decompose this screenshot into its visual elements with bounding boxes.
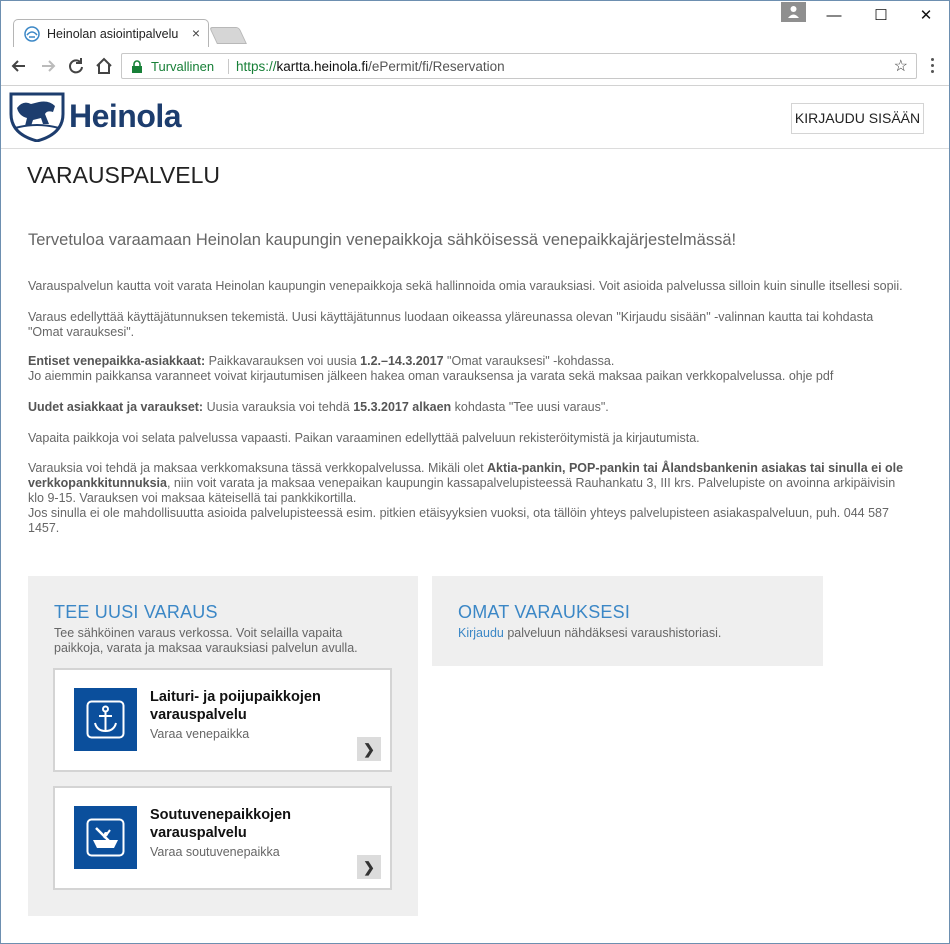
login-link[interactable]: Kirjaudu bbox=[458, 626, 504, 640]
former-customers-text-end: "Omat varauksesi" -kohdassa. bbox=[443, 354, 615, 368]
close-window-button[interactable]: ✕ bbox=[919, 7, 933, 24]
berth-card-title: Laituri- ja poijupaikkojen varauspalvelu bbox=[150, 689, 321, 723]
renewal-dates: 1.2.–14.3.2017 bbox=[360, 354, 444, 368]
chevron-right-icon[interactable]: ❯ bbox=[357, 855, 381, 879]
new-customers-text: Uusia varauksia voi tehdä bbox=[203, 400, 354, 414]
login-button[interactable]: KIRJAUDU SISÄÄN bbox=[791, 103, 924, 134]
rowboat-card-title: Soutuvenepaikkojen varauspalvelu bbox=[150, 807, 292, 841]
profile-button[interactable] bbox=[781, 2, 806, 22]
tab-title: Heinolan asiointipalvelu bbox=[47, 27, 179, 41]
payment-paragraph bbox=[28, 461, 910, 536]
forward-arrow-icon[interactable] bbox=[38, 56, 58, 76]
new-customers-paragraph bbox=[28, 400, 918, 415]
secure-label: Turvallinen bbox=[151, 59, 215, 74]
payment-bank-note: Aktia-pankin, POP-pankin tai Ålandsbankenin asiakas tai sinulla ei ole verkkopankkitunnuksia bbox=[28, 461, 904, 490]
back-arrow-icon[interactable] bbox=[9, 56, 29, 76]
bookmark-star-icon[interactable]: ☆ bbox=[893, 58, 908, 75]
new-customers-text-end: kohdasta "Tee uusi varaus". bbox=[451, 400, 609, 414]
url-host: kartta.heinola.fi bbox=[276, 59, 369, 74]
rowboat-reservation-card[interactable] bbox=[53, 786, 392, 890]
new-reservation-title[interactable]: TEE UUSI VARAUS bbox=[54, 602, 218, 622]
minimize-button[interactable]: — bbox=[826, 7, 842, 24]
payment-text-end: , niin voit varata ja maksaa venepaikan kaupungin kassapalvelupisteessä Rauhankatu 3, III krs. Palvelupiste on avoinna arkipäivisin klo 9-15. Varauksen voi maksaa käteisellä tai pankkikortilla. bbox=[28, 476, 896, 505]
reload-icon[interactable] bbox=[66, 56, 86, 76]
maximize-button[interactable]: ☐ bbox=[874, 7, 888, 24]
tab-close-icon[interactable]: × bbox=[191, 25, 200, 41]
address-bar[interactable] bbox=[121, 53, 917, 79]
url-path: /ePermit/fi/Reservation bbox=[368, 59, 505, 74]
payment-text: Varauksia voi tehdä ja maksaa verkkomaksuna tässä verkkopalvelussa. Mikäli olet bbox=[28, 461, 488, 475]
former-customers-label: Entiset venepaikka-asiakkaat: bbox=[28, 354, 206, 368]
browser-menu-icon[interactable] bbox=[925, 58, 939, 76]
anchor-icon bbox=[74, 688, 137, 751]
new-reservations-date: 15.3.2017 alkaen bbox=[353, 400, 452, 414]
chevron-right-icon[interactable]: ❯ bbox=[357, 737, 381, 761]
logo-text[interactable]: Heinola bbox=[69, 98, 182, 134]
rowboat-icon bbox=[74, 806, 137, 869]
url-scheme: https:// bbox=[236, 59, 277, 74]
account-paragraph: Varaus edellyttää käyttäjätunnuksen tekemistä. Uusi käyttäjätunnus luodaan oikeassa yläreunassa olevan "Kirjaudu sisään" -valinnan kautta tai kohdasta "Omat varauksesi". bbox=[28, 310, 874, 339]
page-title: VARAUSPALVELU bbox=[27, 162, 221, 188]
url-text bbox=[236, 59, 505, 74]
heinola-crest-icon bbox=[9, 92, 65, 142]
lock-icon bbox=[131, 60, 143, 73]
own-reservations-text: palveluun nähdäksesi varaushistoriasi. bbox=[503, 626, 722, 640]
tab-strip bbox=[1, 1, 949, 47]
former-customers-line2: Jo aiemmin paikkansa varanneet voivat kirjautumisen jälkeen hakea oman varauksensa ja varata sekä maksaa paikan verkkopalvelussa. ohje pdf bbox=[28, 369, 834, 383]
browse-paragraph: Vapaita paikkoja voi selata palvelussa vapaasti. Paikan varaaminen edellyttää palveluun rekisteröitymistä ja kirjautumista. bbox=[28, 431, 700, 445]
new-tab-button[interactable] bbox=[209, 27, 247, 44]
new-reservation-panel bbox=[28, 576, 418, 916]
rowboat-card-subtitle: Varaa soutuvenepaikka bbox=[150, 845, 280, 859]
page-content bbox=[1, 86, 949, 944]
own-reservations-title[interactable]: OMAT VARAUKSESI bbox=[458, 602, 631, 622]
omnibox-divider bbox=[228, 59, 229, 74]
new-reservation-description: Tee sähköinen varaus verkossa. Voit selailla vapaita paikkoja, varata ja maksaa varauksiasi palvelun avulla. bbox=[54, 626, 358, 655]
site-header bbox=[1, 86, 949, 149]
intro-paragraph: Varauspalvelun kautta voit varata Heinolan kaupungin venepaikkoja sekä hallinnoida omia varauksiasi. Voit asioida palvelussa silloin kuin sinulle itsellesi sopii. bbox=[28, 279, 903, 293]
own-reservations-panel bbox=[432, 576, 823, 666]
berth-card-subtitle: Varaa venepaikka bbox=[150, 727, 250, 741]
home-icon[interactable] bbox=[94, 56, 114, 76]
person-icon bbox=[787, 5, 800, 18]
favicon-icon bbox=[24, 26, 40, 42]
new-customers-label: Uudet asiakkaat ja varaukset: bbox=[28, 400, 204, 414]
former-customers-text: Paikkavarauksen voi uusia bbox=[205, 354, 361, 368]
browser-tab[interactable] bbox=[13, 19, 209, 48]
former-customers-paragraph bbox=[28, 354, 918, 384]
payment-line2: Jos sinulla ei ole mahdollisuutta asioida palvelupisteessä esim. pitkien etäisyyksien vuoksi, ota tällöin yhteys palvelupisteen asiakaspalveluun, puh. 044 587 1457. bbox=[28, 506, 889, 535]
browser-toolbar bbox=[1, 47, 949, 86]
welcome-heading: Tervetuloa varaamaan Heinolan kaupungin venepaikkoja sähköisessä venepaikkajärjestelmässä! bbox=[28, 231, 737, 249]
berth-reservation-card[interactable] bbox=[53, 668, 392, 772]
own-reservations-description bbox=[458, 626, 721, 641]
